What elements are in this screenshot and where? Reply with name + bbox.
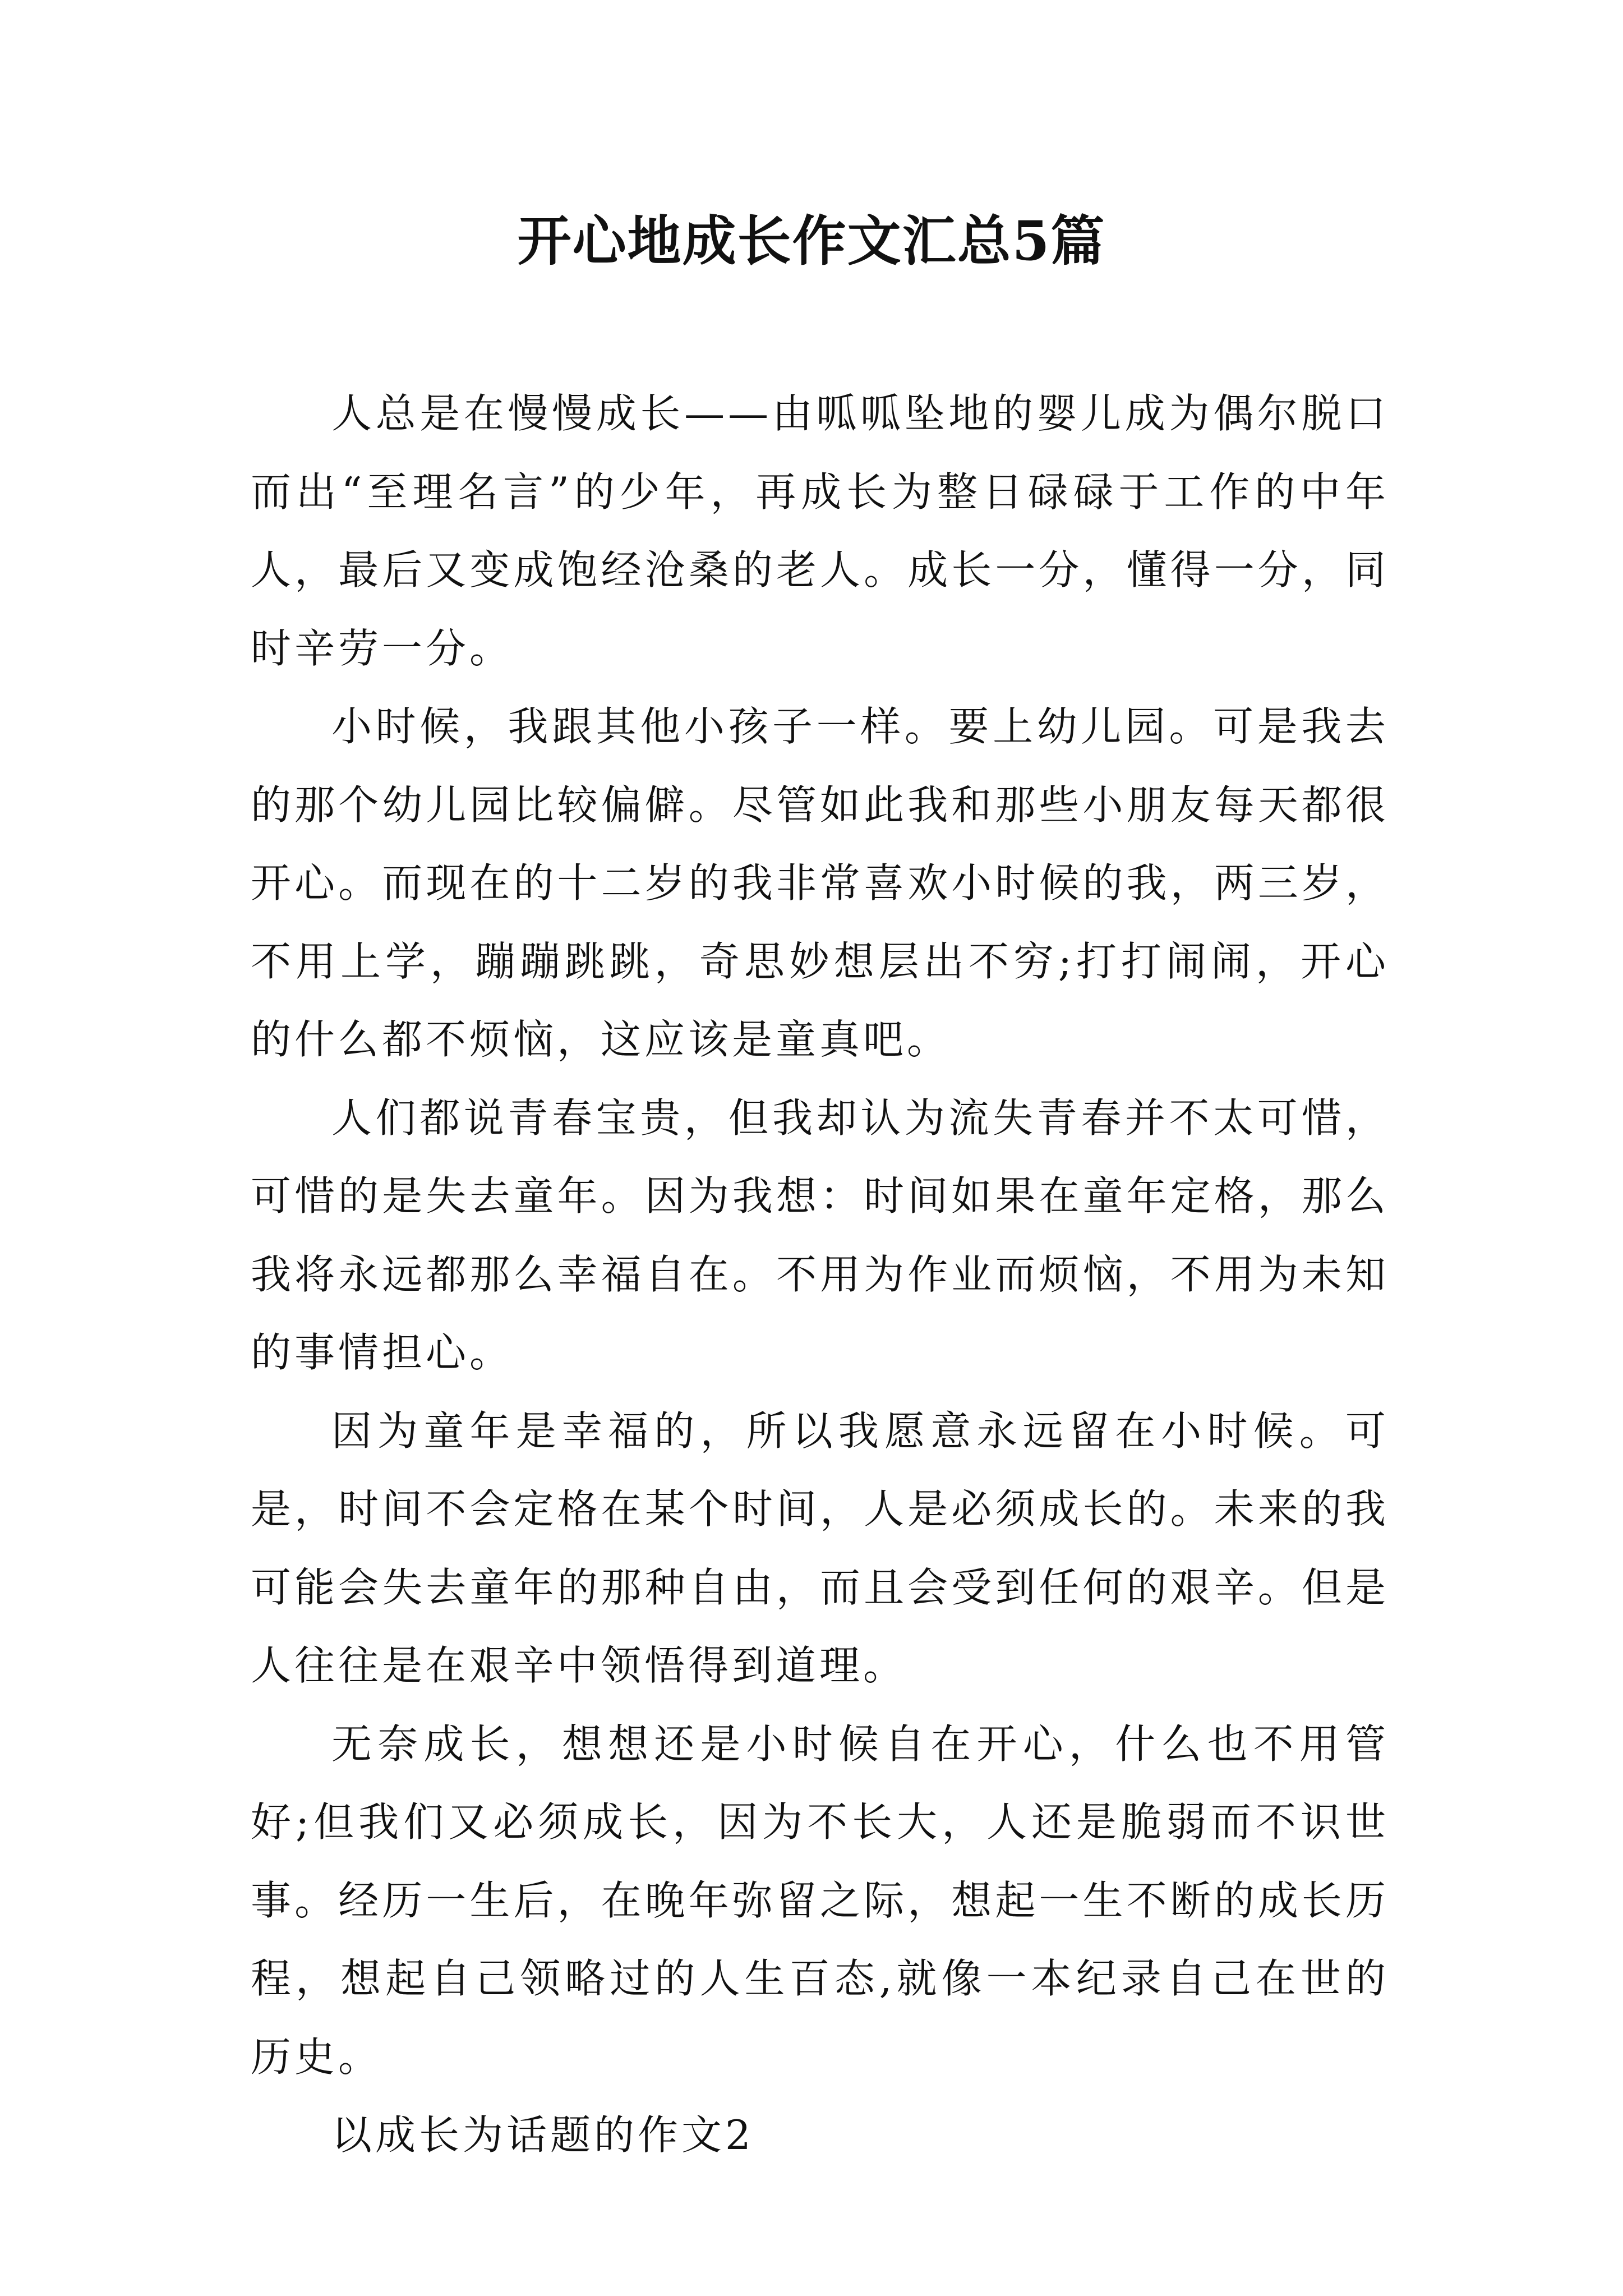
paragraph: 因为童年是幸福的，所以我愿意永远留在小时候。可是，时间不会定格在某个时间，人是必须成长的。未来的我可能会失去童年的那种自由，而且会受到任何的艰辛。但是人往往是在艰辛中领悟得到道理。	[251, 1407, 1389, 1689]
paragraph: 小时候，我跟其他小孩子一样。要上幼儿园。可是我去的那个幼儿园比较偏僻。尽管如此我和那些小朋友每天都很开心。而现在的十二岁的我非常喜欢小时候的我，两三岁，不用上学，蹦蹦跳跳，奇思妙想层出不穷;打打闹闹，开心的什么都不烦恼，这应该是童真吧。	[251, 703, 1389, 1063]
paragraph: 人总是在慢慢成长——由呱呱坠地的婴儿成为偶尔脱口而出“至理名言”的少年，再成长为整日碌碌于工作的中年人，最后又变成饱经沧桑的老人。成长一分，懂得一分，同时辛劳一分。	[251, 390, 1389, 672]
paragraph: 人们都说青春宝贵，但我却认为流失青春并不太可惜，可惜的是失去童年。因为我想：时间如果在童年定格，那么我将永远都那么幸福自在。不用为作业而烦恼，不用为未知的事情担心。	[251, 1094, 1389, 1376]
document-title: 开心地成长作文汇总5篇	[517, 209, 1106, 273]
section-heading: 以成长为话题的作文2	[331, 2111, 754, 2159]
paragraph: 无奈成长，想想还是小时候自在开心，什么也不用管好;但我们又必须成长，因为不长大，人还是脆弱而不识世事。经历一生后，在晚年弥留之际，想起一生不断的成长历程，想起自己领略过的人生百态,就像一本纪录自己在世的历史。	[251, 1720, 1389, 2081]
document-body	[251, 375, 1389, 2175]
